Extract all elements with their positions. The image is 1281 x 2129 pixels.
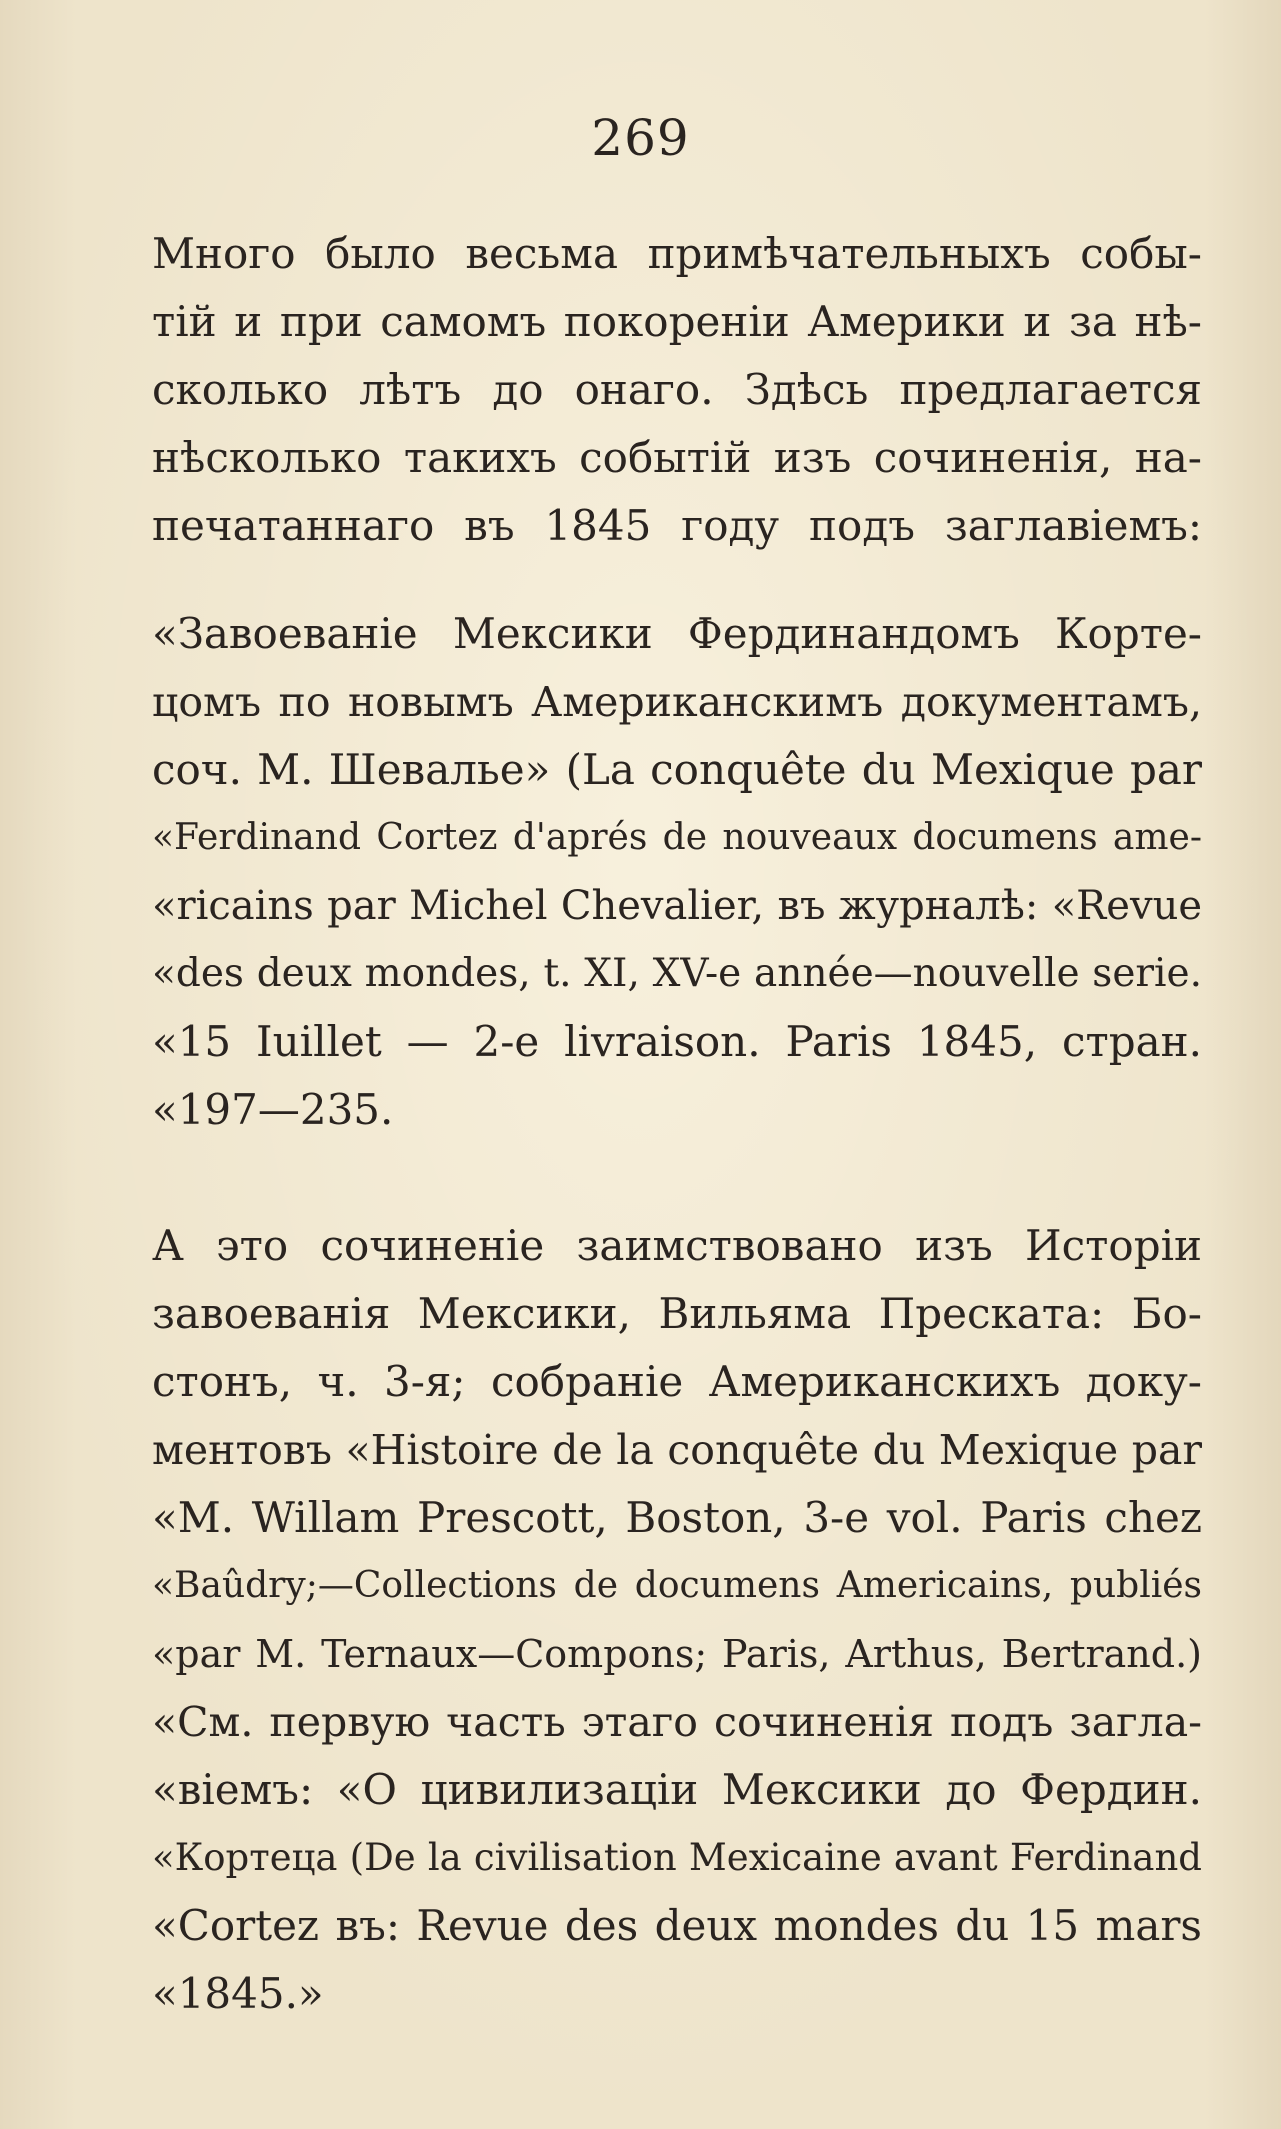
text-line: стонъ, ч. 3-я; собраніе Американскихъ доку- [152, 1357, 1202, 1406]
text-line: ментовъ «Histoire de la conquête du Mexique par [152, 1426, 1202, 1474]
text-line: «Завоеваніе Мексики Фердинандомъ Корте- [152, 609, 1202, 658]
paragraph-2 [152, 600, 1202, 1144]
text-line: Много было весьма примѣчательныхъ собы- [152, 229, 1202, 278]
text-line: цомъ по новымъ Американскимъ документамъ, [152, 678, 1202, 726]
paragraph-3 [152, 1212, 1202, 2028]
text-line: «1845.» [152, 1969, 324, 2018]
text-line: соч. М. Шевалье» (La conquête du Mexique par [152, 745, 1202, 794]
text-line: «15 Iuillet — 2-e livraison. Paris 1845, стран. [152, 1017, 1202, 1066]
text-line: А это сочиненіе заимствовано изъ Исторіи [152, 1221, 1202, 1270]
text-line: нѣсколько такихъ событій изъ сочиненія, на- [152, 433, 1202, 482]
page-number: 269 [591, 109, 690, 167]
text-line: «Cortez въ: Revue des deux mondes du 15 mars [152, 1901, 1202, 1950]
text-line: «197—235. [152, 1085, 394, 1134]
text-line: завоеванія Мексики, Вильяма Прескатa: Бо- [152, 1289, 1202, 1338]
text-line: «Кортеца (De la civilisation Mexicaine avant Ferdinand [152, 1836, 1202, 1879]
text-line: печатаннаго въ 1845 году подъ заглавіемъ: [152, 501, 1202, 550]
text-line: «віемъ: «О цивилизаціи Мексики до Фердин. [152, 1765, 1202, 1814]
text-line: сколько лѣтъ до онаго. Здѣсь предлагается [152, 365, 1202, 414]
text-line: «M. Willam Prescott, Boston, 3-e vol. Paris chez [152, 1493, 1202, 1542]
text-line: «См. первую часть этаго сочиненія подъ загла- [152, 1698, 1202, 1746]
text-line: «par M. Ternaux—Compons; Paris, Arthus, Bertrand.) [152, 1632, 1202, 1676]
text-line: «Ferdinand Cortez d'aprés de nouveaux documens ame- [152, 817, 1202, 858]
text-line: «Baûdry;—Collections de documens Americains, publiés [152, 1565, 1202, 1606]
paragraph-1 [152, 220, 1202, 560]
text-line: «ricains par Michel Chevalier, въ журналѣ: «Revue [152, 883, 1202, 929]
text-line: тій и при самомъ покореніи Америки и за нѣ- [152, 297, 1202, 346]
text-line: «des deux mondes, t. XI, XV-e annéе—nouvelle serie. [152, 951, 1202, 996]
